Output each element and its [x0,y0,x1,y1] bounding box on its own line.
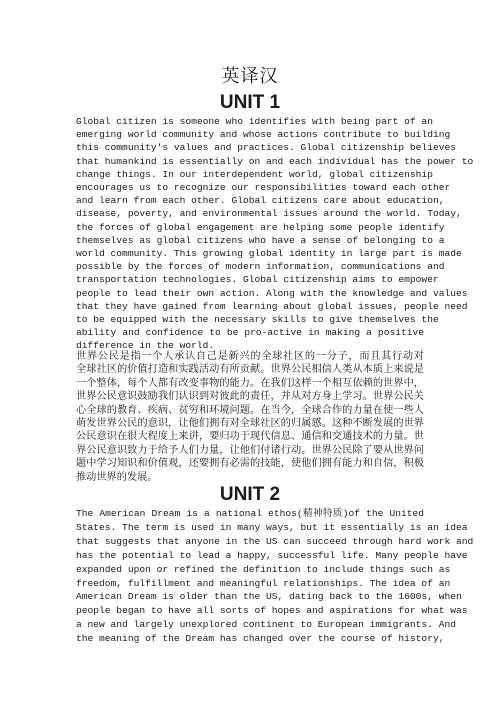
text-line: a new and largely unexplored continent to European immigrants. And [76,619,456,631]
unit-1-heading: UNIT 1 [219,92,281,113]
text-line: States. The term is used in many ways, but it essentially is an idea [76,521,468,533]
text-line: this community's values and practices. Global citizenship believes [76,142,456,154]
text-line: 公民意识在很大程度上来讲，要归功于现代信息、通信和交通技术的力量。世 [76,431,424,443]
text-line: the forces of global engagement are helping some people identify [76,221,445,233]
text-line: has the potential to lead a happy, successful life. Many people have [76,549,468,561]
text-line: expanded upon or refined the definition to include things such as [76,563,451,575]
text-line: ability and confidence to be pro-active in making a positive [76,327,424,339]
text-line: people to lead their own action. Along with the knowledge and values [76,287,468,299]
text-line: emerging world community and whose actions contribute to building [76,129,451,141]
text-line: the meaning of the Dream has changed over the course of history, [76,633,445,645]
text-line: 一个整体，每个人都有改变事物的能力。在我们这样一个相互依赖的世界中， [76,377,424,389]
text-line: world community. This growing global identity in large part is made [76,248,462,259]
text-line: that suggests that anyone in the US can succeed through hard work and [76,535,474,547]
text-line: 界公民意识致力于给予人们力量，让他们付诸行动。世界公民除了要从世界问 [76,444,424,456]
text-line: that they have gained from learning about global issues, people need [76,300,468,312]
text-line: and learn from each other. Global citizens care about education, [76,195,445,207]
text-line: possible by the forces of modern information, communications and [76,261,445,273]
text-line: 世界公民是指一个人承认自己是新兴的全球社区的一分子，而且其行动对 [76,351,424,362]
text-line: difference in the world. [76,340,215,352]
text-line: Global citizen is someone who identifies with being part of an [76,116,433,127]
text-line: American Dream is older than the US, dating back to the 1600s, when [76,591,462,603]
text-line: transportation technologies. Global citizenship aims to empower [76,274,439,286]
document-title: 英译汉 [221,66,279,87]
text-line: 萌发世界公民的意识，让他们拥有对全球社区的归属感。这种不断发展的世界 [76,418,424,429]
text-line: The American Dream is a national ethos(精神特质)of the United [76,508,424,519]
text-line: change things. In our interdependent world, global citizenship [76,168,433,180]
text-line: 心全球的教育、疾病、贫穷和环境问题。在当今，全球合作的力量在使一些人 [76,404,424,416]
text-line: people began to have all sorts of hopes and aspirations for what was [76,605,468,617]
text-line: themselves as global citizens who have a sense of belonging to a [76,234,445,246]
text-line: 全球社区的价值打造和实践活动有所贡献。世界公民相信人类从本质上来说是 [76,364,424,376]
text-line: that humankind is essentially on and each individual has the power to [76,155,474,167]
text-line: to be equipped with the necessary skills to give themselves the [76,314,439,325]
text-line: freedom, fulfillment and meaningful relationships. The idea of an [76,577,451,589]
text-line: 推动世界的发展。 [76,471,158,483]
text-line: 世界公民意识鼓励我们认识到对彼此的责任，并从对方身上学习。世界公民关 [76,391,424,403]
text-line: disease, poverty, and environmental issues around the world. Today, [76,208,462,220]
text-line: 题中学习知识和价值观，还要拥有必需的技能，使他们拥有能力和自信，积极 [76,458,424,470]
text-line: encourages us to recognize our responsibilities toward each other [76,182,451,193]
unit-2-heading: UNIT 2 [219,484,281,505]
